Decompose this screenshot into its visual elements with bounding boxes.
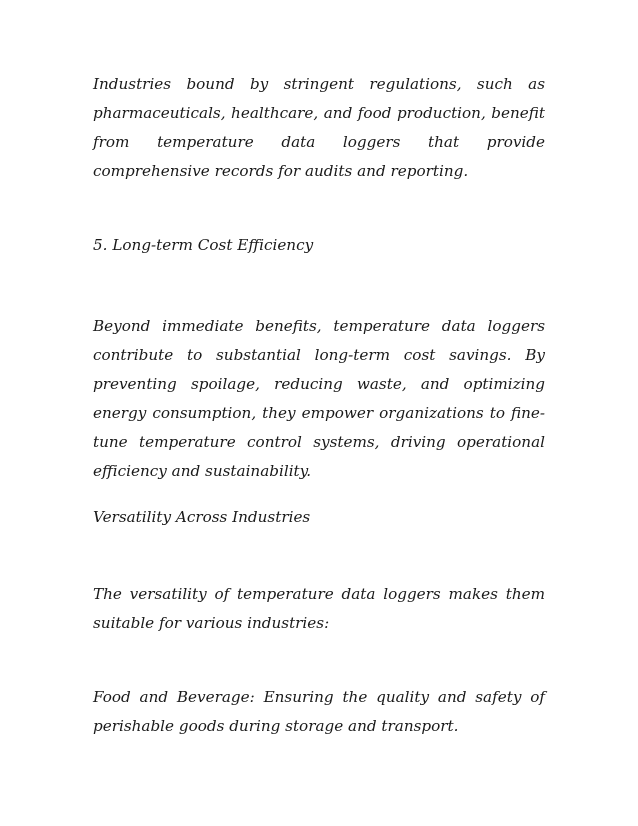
paragraph-food-beverage: Food and Beverage: Ensuring the quality and safety of perishable goods during storage and transport. [93, 688, 545, 735]
heading-versatility: Versatility Across Industries [93, 508, 311, 526]
paragraph-regulations: Industries bound by stringent regulations, such as pharmaceuticals, healthcare, and food production, benefit from temperature data loggers that provide comprehensive records for audits and reporting. [93, 75, 545, 180]
paragraph-versatility: The versatility of temperature data loggers makes them suitable for various industries: [93, 585, 545, 632]
paragraph-cost-efficiency: Beyond immediate benefits, temperature data loggers contribute to substantial long-term cost savings. By preventing spoilage, reducing waste, and optimizing energy consumption, they empower organizations to fine-tune temperature control systems, driving operational efficiency and sustainability. [93, 317, 545, 480]
heading-cost-efficiency: 5. Long-term Cost Efficiency [93, 236, 314, 254]
